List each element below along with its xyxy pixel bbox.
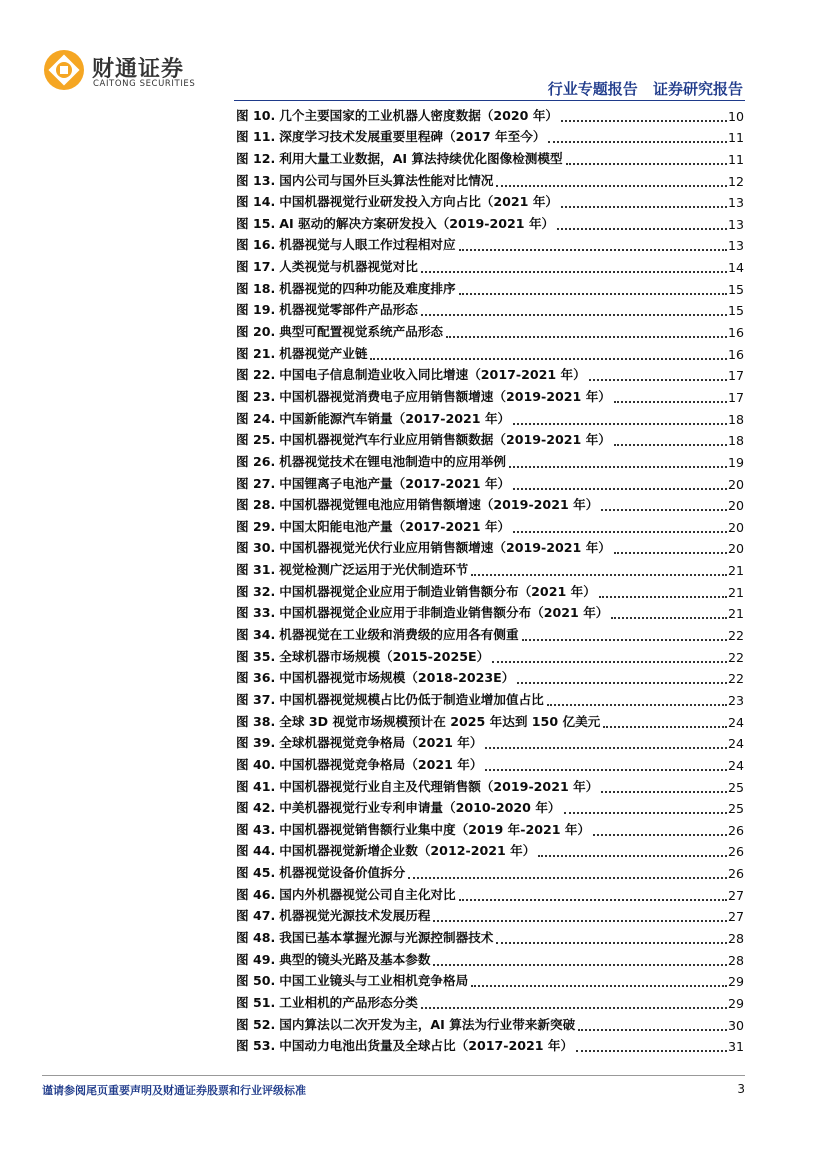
toc-entry[interactable] bbox=[236, 556, 744, 578]
toc-entry[interactable] bbox=[236, 621, 744, 643]
toc-entry-title: 中国机器视觉行业自主及代理销售额（2019-2021 年） bbox=[279, 778, 599, 794]
toc-entry-figure-number: 图 44. bbox=[236, 843, 276, 859]
toc-entry-leader-dots bbox=[589, 378, 727, 381]
toc-entry-figure-number: 图 37. bbox=[236, 691, 276, 707]
toc-entry-figure-number: 图 10. bbox=[236, 107, 276, 123]
toc-entry-page-number: 22 bbox=[727, 628, 744, 644]
toc-entry-leader-dots bbox=[548, 140, 727, 143]
toc-entry-leader-dots bbox=[601, 508, 727, 511]
toc-entry-figure-number: 图 45. bbox=[236, 865, 276, 881]
toc-entry-page-number: 18 bbox=[727, 433, 744, 449]
toc-entry[interactable] bbox=[236, 253, 744, 275]
toc-entry-page-number: 13 bbox=[727, 216, 744, 232]
toc-entry-page-number: 24 bbox=[727, 714, 744, 730]
toc-entry-leader-dots bbox=[593, 833, 727, 836]
toc-entry-leader-dots bbox=[421, 1006, 727, 1009]
toc-entry-leader-dots bbox=[513, 422, 727, 425]
toc-entry-title: 中国工业镜头与工业相机竞争格局 bbox=[279, 973, 469, 989]
caitong-logo-icon bbox=[42, 48, 86, 92]
toc-entry-leader-dots bbox=[557, 227, 727, 230]
toc-entry-figure-number: 图 53. bbox=[236, 1038, 276, 1054]
toc-entry[interactable] bbox=[236, 751, 744, 773]
toc-entry[interactable] bbox=[236, 535, 744, 557]
logo-chinese-name: 财通证券 bbox=[92, 57, 185, 82]
toc-entry-leader-dots bbox=[459, 292, 727, 295]
toc-entry-leader-dots bbox=[485, 768, 727, 771]
toc-entry-title: 国内算法以二次开发为主，AI 算法为行业带来新突破 bbox=[279, 1016, 576, 1032]
toc-entry-page-number: 15 bbox=[727, 281, 744, 297]
toc-entry-figure-number: 图 15. bbox=[236, 215, 276, 231]
toc-entry-page-number: 12 bbox=[727, 173, 744, 189]
toc-entry[interactable] bbox=[236, 448, 744, 470]
toc-entry-title: 几个主要国家的工业机器人密度数据（2020 年） bbox=[279, 107, 559, 123]
toc-entry-page-number: 19 bbox=[727, 454, 744, 470]
toc-entry-page-number: 24 bbox=[727, 736, 744, 752]
toc-entry[interactable] bbox=[236, 903, 744, 925]
toc-entry-page-number: 25 bbox=[727, 779, 744, 795]
toc-entry-leader-dots bbox=[513, 530, 727, 533]
toc-entry-title: 中美机器视觉行业专利申请量（2010-2020 年） bbox=[279, 800, 561, 816]
toc-entry-page-number: 27 bbox=[727, 887, 744, 903]
toc-entry-page-number: 14 bbox=[727, 260, 744, 276]
toc-entry[interactable] bbox=[236, 1033, 744, 1055]
toc-entry-title: 中国机器视觉企业应用于非制造业销售额分布（2021 年） bbox=[279, 605, 609, 621]
toc-entry-page-number: 24 bbox=[727, 757, 744, 773]
toc-entry-title: 深度学习技术发展重要里程碑（2017 年至今） bbox=[279, 129, 546, 145]
toc-entry-leader-dots bbox=[496, 941, 727, 944]
toc-entry-figure-number: 图 39. bbox=[236, 735, 276, 751]
toc-entry-title: 国内外机器视觉公司自主化对比 bbox=[279, 886, 456, 902]
toc-entry-leader-dots bbox=[370, 357, 727, 360]
toc-entry-page-number: 26 bbox=[727, 822, 744, 838]
toc-entry-figure-number: 图 34. bbox=[236, 627, 276, 643]
toc-entry-page-number: 20 bbox=[727, 541, 744, 557]
toc-entry-leader-dots bbox=[599, 595, 727, 598]
toc-entry-page-number: 21 bbox=[727, 584, 744, 600]
toc-entry-title: 中国机器视觉行业研发投入方向占比（2021 年） bbox=[279, 194, 559, 210]
toc-entry-leader-dots bbox=[471, 573, 727, 576]
toc-entry-leader-dots bbox=[509, 465, 727, 468]
toc-entry-page-number: 13 bbox=[727, 238, 744, 254]
toc-entry-title: 视觉检测广泛运用于光伏制造环节 bbox=[279, 562, 469, 578]
toc-entry[interactable] bbox=[236, 578, 744, 600]
toc-entry-title: 中国机器视觉规模占比仍低于制造业增加值占比 bbox=[279, 691, 544, 707]
toc-entry-leader-dots bbox=[459, 898, 727, 901]
company-logo bbox=[42, 48, 202, 94]
toc-entry-title: 中国机器视觉新增企业数（2012-2021 年） bbox=[279, 843, 536, 859]
toc-entry[interactable] bbox=[236, 167, 744, 189]
toc-entry-title: 中国太阳能电池产量（2017-2021 年） bbox=[279, 518, 511, 534]
toc-entry-title: 机器视觉技术在锂电池制造中的应用举例 bbox=[279, 453, 506, 469]
toc-entry-figure-number: 图 26. bbox=[236, 453, 276, 469]
toc-entry[interactable] bbox=[236, 145, 744, 167]
toc-entry-leader-dots bbox=[522, 638, 727, 641]
toc-entry[interactable] bbox=[236, 968, 744, 990]
toc-entry-figure-number: 图 20. bbox=[236, 324, 276, 340]
toc-entry-figure-number: 图 50. bbox=[236, 973, 276, 989]
toc-entry[interactable] bbox=[236, 232, 744, 254]
toc-entry-leader-dots bbox=[561, 205, 727, 208]
figure-table-of-contents bbox=[236, 102, 744, 1054]
toc-entry-figure-number: 图 46. bbox=[236, 886, 276, 902]
toc-entry-figure-number: 图 32. bbox=[236, 583, 276, 599]
toc-entry-figure-number: 图 19. bbox=[236, 302, 276, 318]
toc-entry-title: 机器视觉的四种功能及难度排序 bbox=[279, 280, 456, 296]
toc-entry-leader-dots bbox=[517, 681, 727, 684]
toc-entry-title: 中国机器视觉消费电子应用销售额增速（2019-2021 年） bbox=[279, 388, 611, 404]
toc-entry-leader-dots bbox=[471, 984, 727, 987]
toc-entry-title: 中国机器视觉汽车行业应用销售额数据（2019-2021 年） bbox=[279, 432, 611, 448]
toc-entry-figure-number: 图 28. bbox=[236, 497, 276, 513]
toc-entry-title: 中国动力电池出货量及全球占比（2017-2021 年） bbox=[279, 1038, 574, 1054]
toc-entry-leader-dots bbox=[547, 703, 727, 706]
toc-entry[interactable] bbox=[236, 816, 744, 838]
toc-entry-page-number: 28 bbox=[727, 952, 744, 968]
toc-entry-figure-number: 图 30. bbox=[236, 540, 276, 556]
toc-entry[interactable] bbox=[236, 383, 744, 405]
toc-entry-figure-number: 图 12. bbox=[236, 150, 276, 166]
toc-entry-leader-dots bbox=[492, 660, 727, 663]
toc-entry-leader-dots bbox=[538, 854, 727, 857]
toc-entry-leader-dots bbox=[601, 790, 727, 793]
toc-entry-title: 中国机器视觉市场规模（2018-2023E） bbox=[279, 670, 515, 686]
toc-entry-figure-number: 图 31. bbox=[236, 562, 276, 578]
toc-entry-page-number: 29 bbox=[727, 995, 744, 1011]
toc-entry[interactable] bbox=[236, 924, 744, 946]
toc-entry[interactable] bbox=[236, 318, 744, 340]
toc-entry-leader-dots bbox=[421, 313, 727, 316]
report-header bbox=[538, 78, 743, 99]
toc-entry-leader-dots bbox=[459, 248, 727, 251]
toc-entry-figure-number: 图 41. bbox=[236, 778, 276, 794]
toc-entry[interactable] bbox=[236, 405, 744, 427]
toc-entry-page-number: 16 bbox=[727, 346, 744, 362]
toc-entry-figure-number: 图 13. bbox=[236, 172, 276, 188]
toc-entry-page-number: 31 bbox=[727, 1039, 744, 1055]
toc-entry-title: 机器视觉在工业级和消费级的应用各有侧重 bbox=[279, 627, 519, 643]
toc-entry-page-number: 25 bbox=[727, 801, 744, 817]
toc-entry-page-number: 22 bbox=[727, 671, 744, 687]
toc-entry[interactable] bbox=[236, 600, 744, 622]
toc-entry-figure-number: 图 22. bbox=[236, 367, 276, 383]
toc-entry-figure-number: 图 42. bbox=[236, 800, 276, 816]
toc-entry-figure-number: 图 49. bbox=[236, 951, 276, 967]
toc-entry-leader-dots bbox=[614, 400, 727, 403]
toc-entry-figure-number: 图 24. bbox=[236, 410, 276, 426]
toc-entry[interactable] bbox=[236, 946, 744, 968]
toc-entry[interactable] bbox=[236, 189, 744, 211]
toc-entry-page-number: 29 bbox=[727, 974, 744, 990]
toc-entry-figure-number: 图 35. bbox=[236, 648, 276, 664]
toc-entry-figure-number: 图 43. bbox=[236, 821, 276, 837]
toc-entry-leader-dots bbox=[576, 1049, 727, 1052]
toc-entry-figure-number: 图 48. bbox=[236, 929, 276, 945]
toc-entry-figure-number: 图 23. bbox=[236, 388, 276, 404]
toc-entry-page-number: 28 bbox=[727, 930, 744, 946]
toc-entry[interactable] bbox=[236, 989, 744, 1011]
toc-entry-figure-number: 图 51. bbox=[236, 994, 276, 1010]
toc-entry-leader-dots bbox=[578, 1028, 727, 1031]
toc-entry-title: 中国机器视觉企业应用于制造业销售额分布（2021 年） bbox=[279, 583, 596, 599]
toc-entry-title: 全球 3D 视觉市场规模预计在 2025 年达到 150 亿美元 bbox=[279, 713, 601, 729]
toc-entry[interactable] bbox=[236, 881, 744, 903]
toc-entry-page-number: 26 bbox=[727, 844, 744, 860]
toc-entry-figure-number: 图 27. bbox=[236, 475, 276, 491]
toc-entry-page-number: 11 bbox=[727, 130, 744, 146]
toc-entry-page-number: 16 bbox=[727, 325, 744, 341]
toc-entry[interactable] bbox=[236, 102, 744, 124]
toc-entry-title: 典型的镜头光路及基本参数 bbox=[279, 951, 431, 967]
toc-entry-leader-dots bbox=[614, 443, 727, 446]
toc-entry-figure-number: 图 29. bbox=[236, 518, 276, 534]
toc-entry-leader-dots bbox=[611, 616, 727, 619]
toc-entry-leader-dots bbox=[408, 876, 727, 879]
toc-entry-page-number: 17 bbox=[727, 389, 744, 405]
toc-entry[interactable] bbox=[236, 427, 744, 449]
page-number: 3 bbox=[737, 1082, 745, 1096]
toc-entry-title: 机器视觉与人眼工作过程相对应 bbox=[279, 237, 456, 253]
toc-entry-page-number: 22 bbox=[727, 649, 744, 665]
toc-entry-title: 机器视觉设备价值拆分 bbox=[279, 865, 406, 881]
toc-entry-page-number: 21 bbox=[727, 606, 744, 622]
toc-entry[interactable] bbox=[236, 492, 744, 514]
toc-entry[interactable] bbox=[236, 470, 744, 492]
toc-entry-title: 机器视觉产业链 bbox=[279, 345, 368, 361]
toc-entry-page-number: 17 bbox=[727, 368, 744, 384]
toc-entry-leader-dots bbox=[433, 963, 727, 966]
toc-entry[interactable] bbox=[236, 665, 744, 687]
toc-entry-page-number: 18 bbox=[727, 411, 744, 427]
toc-entry-figure-number: 图 40. bbox=[236, 756, 276, 772]
toc-entry-leader-dots bbox=[614, 551, 727, 554]
toc-entry-title: 我国已基本掌握光源与光源控制器技术 bbox=[279, 929, 494, 945]
toc-entry[interactable] bbox=[236, 859, 744, 881]
logo-english-name: CAITONG SECURITIES bbox=[93, 79, 196, 89]
toc-entry-leader-dots bbox=[446, 335, 727, 338]
toc-entry[interactable] bbox=[236, 297, 744, 319]
toc-entry-figure-number: 图 36. bbox=[236, 670, 276, 686]
footer-divider bbox=[42, 1075, 745, 1076]
toc-entry[interactable] bbox=[236, 686, 744, 708]
toc-entry-leader-dots bbox=[566, 162, 727, 165]
toc-entry[interactable] bbox=[236, 340, 744, 362]
toc-entry-title: 中国电子信息制造业收入同比增速（2017-2021 年） bbox=[279, 367, 586, 383]
toc-entry-page-number: 21 bbox=[727, 563, 744, 579]
toc-entry-figure-number: 图 47. bbox=[236, 908, 276, 924]
report-type-label: 行业专题报告 bbox=[547, 80, 638, 98]
toc-entry-title: 全球机器市场规模（2015-2025E） bbox=[279, 648, 490, 664]
toc-entry-leader-dots bbox=[603, 725, 727, 728]
report-category-label: 证券研究报告 bbox=[652, 80, 743, 98]
toc-entry-page-number: 20 bbox=[727, 498, 744, 514]
toc-entry-page-number: 30 bbox=[727, 1017, 744, 1033]
toc-entry-title: 典型可配置视觉系统产品形态 bbox=[279, 324, 444, 340]
toc-entry-title: AI 驱动的解决方案研发投入（2019-2021 年） bbox=[279, 215, 555, 231]
toc-entry[interactable] bbox=[236, 124, 744, 146]
toc-entry[interactable] bbox=[236, 513, 744, 535]
toc-entry-leader-dots bbox=[513, 487, 727, 490]
toc-entry-leader-dots bbox=[564, 811, 727, 814]
toc-entry-page-number: 23 bbox=[727, 692, 744, 708]
toc-entry-figure-number: 图 33. bbox=[236, 605, 276, 621]
toc-entry-page-number: 10 bbox=[727, 108, 744, 124]
toc-entry-title: 机器视觉光源技术发展历程 bbox=[279, 908, 431, 924]
toc-entry-leader-dots bbox=[421, 270, 727, 273]
toc-entry[interactable] bbox=[236, 838, 744, 860]
toc-entry-figure-number: 图 11. bbox=[236, 129, 276, 145]
toc-entry[interactable] bbox=[236, 210, 744, 232]
toc-entry-title: 人类视觉与机器视觉对比 bbox=[279, 259, 418, 275]
toc-entry-figure-number: 图 21. bbox=[236, 345, 276, 361]
toc-entry-page-number: 15 bbox=[727, 303, 744, 319]
toc-entry-figure-number: 图 16. bbox=[236, 237, 276, 253]
toc-entry-title: 中国机器视觉锂电池应用销售额增速（2019-2021 年） bbox=[279, 497, 599, 513]
toc-entry[interactable] bbox=[236, 773, 744, 795]
toc-entry-page-number: 20 bbox=[727, 476, 744, 492]
toc-entry[interactable] bbox=[236, 275, 744, 297]
toc-entry-leader-dots bbox=[561, 119, 727, 122]
toc-entry-title: 全球机器视觉竞争格局（2021 年） bbox=[279, 735, 483, 751]
toc-entry-title: 中国机器视觉销售额行业集中度（2019 年-2021 年） bbox=[279, 821, 591, 837]
toc-entry-leader-dots bbox=[496, 184, 727, 187]
toc-entry[interactable] bbox=[236, 643, 744, 665]
toc-entry-title: 工业相机的产品形态分类 bbox=[279, 994, 418, 1010]
toc-entry-figure-number: 图 25. bbox=[236, 432, 276, 448]
toc-entry-page-number: 26 bbox=[727, 866, 744, 882]
header-divider bbox=[234, 100, 745, 101]
toc-entry[interactable] bbox=[236, 795, 744, 817]
toc-entry-page-number: 20 bbox=[727, 519, 744, 535]
toc-entry-figure-number: 图 18. bbox=[236, 280, 276, 296]
toc-entry[interactable] bbox=[236, 1011, 744, 1033]
toc-entry-figure-number: 图 17. bbox=[236, 259, 276, 275]
toc-entry-figure-number: 图 52. bbox=[236, 1016, 276, 1032]
toc-entry-title: 国内公司与国外巨头算法性能对比情况 bbox=[279, 172, 494, 188]
toc-entry[interactable] bbox=[236, 708, 744, 730]
toc-entry-title: 中国机器视觉光伏行业应用销售额增速（2019-2021 年） bbox=[279, 540, 611, 556]
toc-entry[interactable] bbox=[236, 730, 744, 752]
toc-entry-leader-dots bbox=[485, 746, 727, 749]
toc-entry-title: 中国机器视觉竞争格局（2021 年） bbox=[279, 756, 483, 772]
toc-entry-leader-dots bbox=[433, 919, 727, 922]
toc-entry-page-number: 11 bbox=[727, 151, 744, 167]
toc-entry-title: 中国锂离子电池产量（2017-2021 年） bbox=[279, 475, 511, 491]
footer-disclaimer: 谨请参阅尾页重要声明及财通证券股票和行业评级标准 bbox=[42, 1084, 306, 1097]
toc-entry[interactable] bbox=[236, 362, 744, 384]
toc-entry-figure-number: 图 14. bbox=[236, 194, 276, 210]
toc-entry-page-number: 27 bbox=[727, 909, 744, 925]
toc-entry-title: 中国新能源汽车销量（2017-2021 年） bbox=[279, 410, 511, 426]
toc-entry-title: 利用大量工业数据，AI 算法持续优化图像检测模型 bbox=[279, 150, 563, 166]
toc-entry-figure-number: 图 38. bbox=[236, 713, 276, 729]
toc-entry-page-number: 13 bbox=[727, 195, 744, 211]
toc-entry-title: 机器视觉零部件产品形态 bbox=[279, 302, 418, 318]
